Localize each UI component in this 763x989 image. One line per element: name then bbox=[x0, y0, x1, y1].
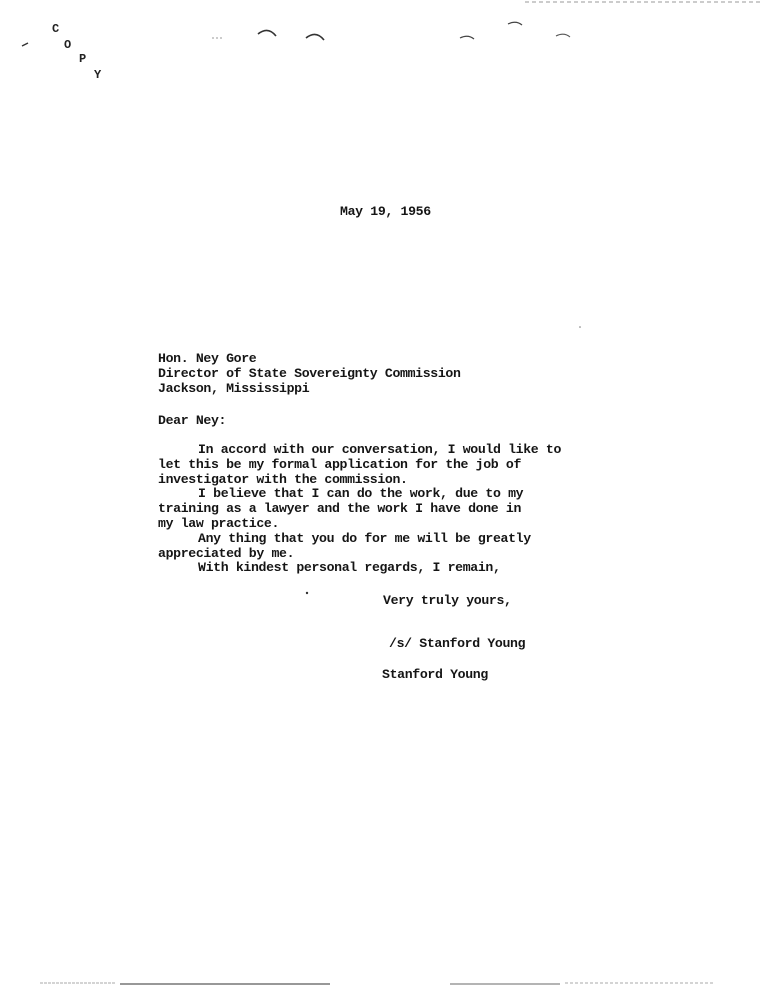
recipient-line: Jackson, Mississippi bbox=[158, 380, 310, 396]
body-line: I believe that I can do the work, due to my bbox=[198, 486, 524, 502]
signature-conformed: /s/ Stanford Young bbox=[389, 636, 526, 651]
recipient-line: Director of State Sovereignty Commission bbox=[158, 365, 461, 381]
body-line: my law practice. bbox=[158, 515, 280, 531]
copy-stamp-letter-p: P bbox=[79, 52, 87, 66]
body-line: investigator with the commission. bbox=[158, 471, 408, 487]
body-line: appreciated by me. bbox=[158, 545, 295, 561]
salutation: Dear Ney: bbox=[158, 413, 227, 428]
letter-body bbox=[158, 443, 561, 576]
copy-stamp-letter-c: C bbox=[52, 22, 60, 36]
body-line: training as a lawyer and the work I have done in bbox=[158, 501, 522, 517]
recipient-line: Hon. Ney Gore bbox=[158, 351, 257, 366]
copy-stamp-letter-o: O bbox=[64, 38, 72, 52]
body-line: With kindest personal regards, I remain, bbox=[198, 560, 501, 576]
recipient-address bbox=[158, 352, 461, 396]
body-line: Any thing that you do for me will be greatly bbox=[198, 530, 531, 546]
body-line: In accord with our conversation, I would like to bbox=[198, 442, 562, 457]
body-line: let this be my formal application for the job of bbox=[158, 456, 522, 472]
complimentary-close: Very truly yours, bbox=[383, 593, 512, 608]
letter-date: May 19, 1956 bbox=[340, 204, 431, 219]
copy-stamp-letter-y: Y bbox=[94, 68, 102, 82]
signature-typed-name: Stanford Young bbox=[382, 667, 488, 682]
